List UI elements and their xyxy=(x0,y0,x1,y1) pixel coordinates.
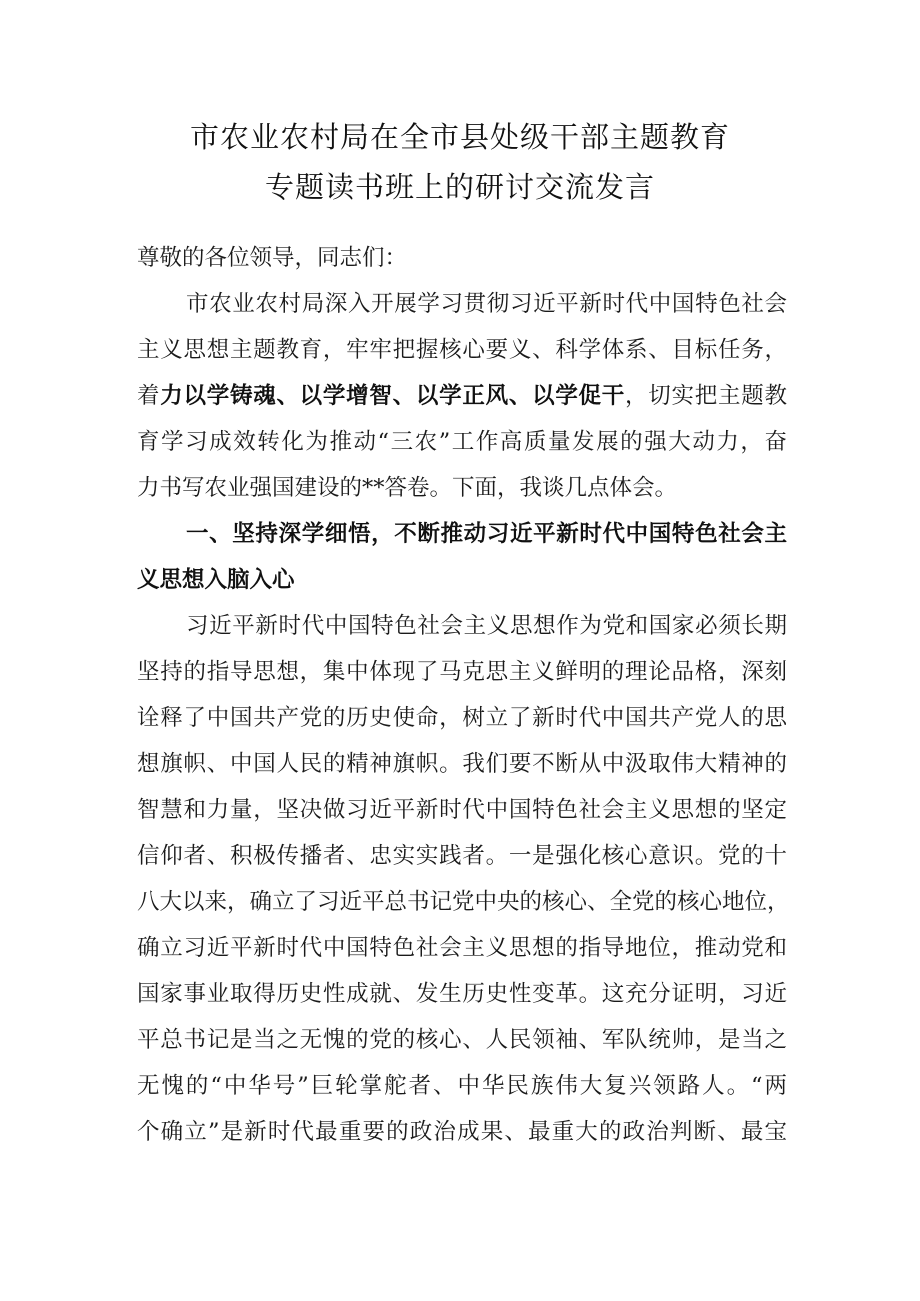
body-line: 平总书记是当之无愧的党的核心、人民领袖、军队统帅，是当之 xyxy=(137,1027,787,1053)
body-line: 无愧的“中华号”巨轮掌舵者、中华民族伟大复兴领路人。“两 xyxy=(137,1073,787,1099)
body-line: 确立习近平新时代中国特色社会主义思想的指导地位，推动党和 xyxy=(137,935,787,961)
intro-emphasis: 力以学铸魂、以学增智、以学正风、以学促干 xyxy=(160,383,626,409)
body-line: 信仰者、积极传播者、忠实实践者。一是强化核心意识。党的十 xyxy=(137,843,787,869)
intro-line: 主义思想主题教育，牢牢把握核心要义、科学体系、目标任务， xyxy=(137,337,787,363)
salutation: 尊敬的各位领导，同志们： xyxy=(137,245,408,271)
body-line: 国家事业取得历史性成就、发生历史性变革。这充分证明，习近 xyxy=(137,981,787,1007)
body-line: 坚持的指导思想，集中体现了马克思主义鲜明的理论品格，深刻 xyxy=(137,659,787,685)
intro-text: 着 xyxy=(137,383,161,409)
intro-line xyxy=(137,381,787,411)
section-heading: 义思想入脑入心 xyxy=(137,567,295,593)
body-line: 习近平新时代中国特色社会主义思想作为党和国家必须长期 xyxy=(186,613,787,639)
intro-line: 育学习成效转化为推动“三农”工作高质量发展的强大动力，奋 xyxy=(137,429,787,455)
body-line: 想旗帜、中国人民的精神旗帜。我们要不断从中汲取伟大精神的 xyxy=(137,751,787,777)
body-line: 八大以来，确立了习近平总书记党中央的核心、全党的核心地位， xyxy=(137,889,790,915)
intro-line: 力书写农业强国建设的**答卷。下面，我谈几点体会。 xyxy=(137,475,678,501)
body-line: 诠释了中国共产党的历史使命，树立了新时代中国共产党人的思 xyxy=(137,705,787,731)
section-heading: 一、坚持深学细悟，不断推动习近平新时代中国特色社会主 xyxy=(186,521,787,547)
body-line: 智慧和力量，坚决做习近平新时代中国特色社会主义思想的坚定 xyxy=(137,797,787,823)
intro-text: ，切实把主题教 xyxy=(625,383,787,409)
document-title-line-2: 专题读书班上的研讨交流发言 xyxy=(264,170,655,204)
document-title-line-1: 市农业农村局在全市县处级干部主题教育 xyxy=(189,120,730,154)
body-line: 个确立”是新时代最重要的政治成果、最重大的政治判断、最宝 xyxy=(137,1119,787,1145)
intro-line: 市农业农村局深入开展学习贯彻习近平新时代中国特色社会 xyxy=(186,291,787,317)
